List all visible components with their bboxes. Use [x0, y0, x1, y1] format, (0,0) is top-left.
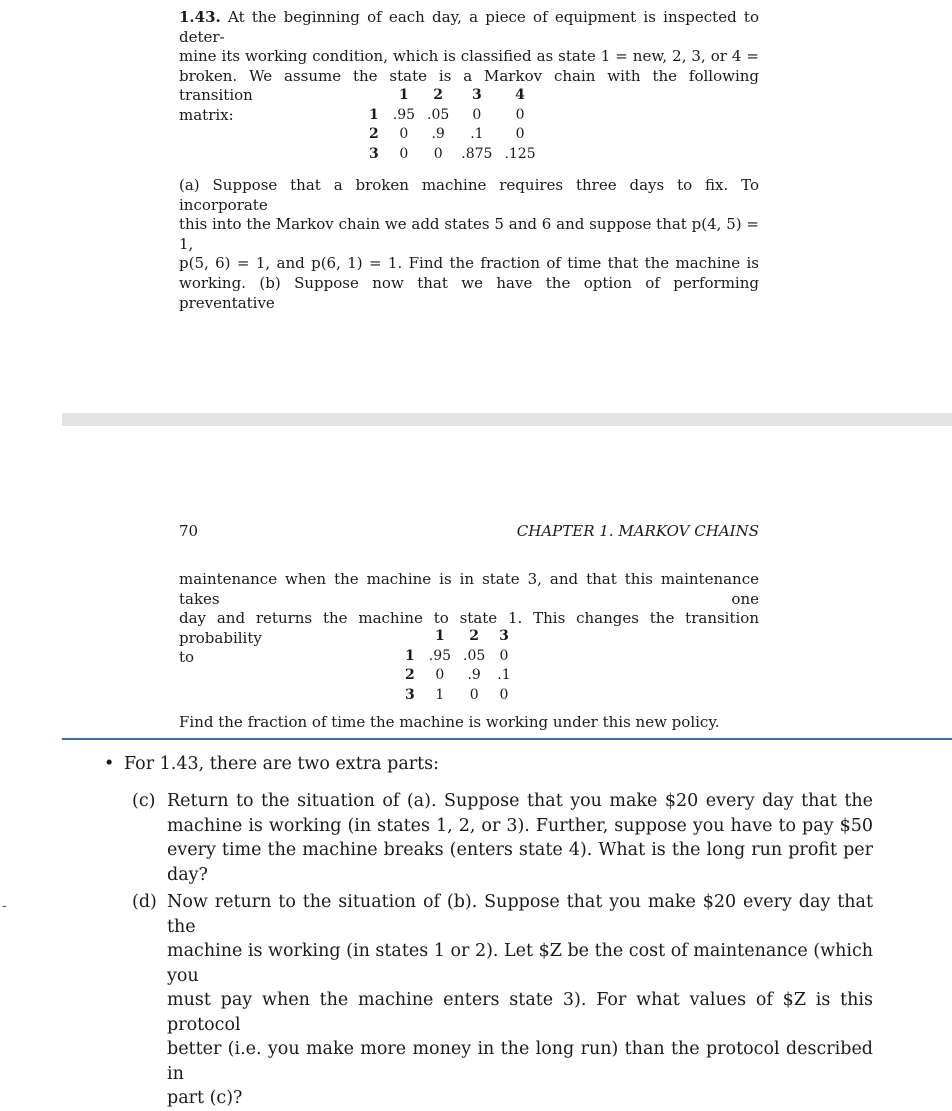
part-c-line: Return to the situation of (a). Suppose that you make $20 every day that the: [167, 791, 873, 811]
section-divider: [62, 738, 952, 740]
transition-matrix-2: [399, 626, 517, 705]
part-d-line: machine is working (in states 1 or 2). Let $Z be the cost of maintenance (which you: [167, 941, 874, 986]
matrix-cell: 0: [472, 106, 482, 123]
part-a-paragraph: [179, 176, 759, 313]
matrix-cell: 0: [399, 145, 409, 162]
col-header: 2: [433, 87, 444, 103]
matrix-cell: 0: [499, 686, 509, 703]
part-c-label: (c): [132, 791, 156, 811]
matrix-row: [363, 144, 542, 164]
part-d-line: must pay when the machine enters state 3). For what values of $Z is this protocol: [167, 990, 873, 1035]
matrix-header-row: [399, 626, 517, 646]
matrix-cell: 0: [435, 667, 445, 684]
row-header: 1: [405, 647, 415, 664]
part-a-line: (a) Suppose that a broken machine requires three days to fix. To incorporate: [179, 176, 759, 214]
continuation-line: day and returns the machine to state 1. This changes the transition probability: [179, 609, 759, 647]
continuation-line: to: [179, 648, 195, 667]
part-a-line: p(5, 6) = 1, and p(6, 1) = 1. Find the fraction of time that the machine is: [179, 254, 759, 273]
part-c-line: every time the machine breaks (enters state 4). What is the long run profit per: [167, 840, 873, 860]
chapter-header: CHAPTER 1. MARKOV CHAINS: [516, 522, 759, 540]
matrix-cell: 0: [469, 686, 479, 703]
left-margin-mark: -: [2, 898, 7, 914]
intro-line-4: matrix:: [179, 105, 234, 124]
part-d-line: better (i.e. you make more money in the long run) than the protocol described in: [167, 1039, 873, 1084]
part-a-line: working. (b) Suppose now that we have the option of performing preventative: [179, 273, 759, 312]
page-separator: [62, 413, 952, 426]
col-header: 3: [499, 628, 509, 644]
matrix-header-row: [363, 85, 542, 105]
continuation-line: maintenance when the machine is in state 3, and that this maintenance takes one: [179, 570, 759, 608]
matrix-row: [399, 646, 517, 666]
matrix-row: [399, 685, 517, 705]
transition-matrix-1: [363, 85, 542, 164]
row-header: 1: [369, 106, 379, 123]
part-d-line: part (c)?: [167, 1088, 243, 1108]
part-d-text: [167, 890, 873, 1111]
extra-parts-heading: • For 1.43, there are two extra parts:: [104, 752, 439, 777]
matrix-cell: 0: [515, 126, 525, 143]
col-header: 1: [435, 628, 445, 644]
bullet-icon: •: [104, 754, 115, 774]
row-header: 2: [369, 126, 379, 143]
matrix-row: [363, 105, 542, 125]
closing-sentence: Find the fraction of time the machine is working under this new policy.: [179, 713, 720, 731]
matrix-cell: .9: [431, 126, 445, 143]
matrix-cell: .9: [467, 667, 481, 684]
problem-number: 1.43.: [179, 8, 221, 26]
row-header: 2: [405, 667, 415, 684]
matrix-cell: 1: [435, 686, 445, 703]
matrix-row: [399, 666, 517, 686]
matrix-cell: .95: [428, 647, 452, 664]
matrix-row: [363, 125, 542, 145]
matrix-cell: 0: [399, 126, 409, 143]
intro-line-1: 1.43. At the beginning of each day, a piece of equipment is inspected to deter-: [179, 8, 759, 46]
part-d-line: Now return to the situation of (b). Suppose that you make $20 every day that the: [167, 892, 873, 937]
matrix-cell: 0: [499, 647, 509, 664]
intro-line-2: mine its working condition, which is classified as state 1 = new, 2, 3, or 4 =: [179, 47, 759, 66]
col-header: 2: [469, 628, 480, 644]
row-header: 3: [369, 145, 379, 162]
matrix-cell: 0: [433, 145, 443, 162]
part-c-line: machine is working (in states 1, 2, or 3). Further, suppose you have to pay $50: [167, 815, 873, 836]
part-c-line: day?: [167, 864, 208, 885]
matrix-cell: .125: [504, 145, 536, 162]
matrix-cell: .05: [427, 106, 450, 123]
matrix-cell: .1: [470, 126, 484, 143]
intro-line-3: broken. We assume the state is a Markov chain with the following transition: [179, 66, 759, 105]
part-a-line: this into the Markov chain we add states 5 and 6 and suppose that p(4, 5) = 1,: [179, 215, 759, 253]
matrix-cell: .95: [392, 106, 416, 123]
matrix-cell: .875: [461, 145, 493, 162]
part-d-label: (d): [132, 892, 157, 912]
col-header: 1: [399, 87, 409, 103]
col-header: 3: [471, 87, 482, 103]
col-header: 4: [515, 87, 525, 103]
page-number: 70: [179, 522, 199, 540]
matrix-cell: .05: [463, 647, 486, 664]
row-header: 3: [405, 686, 415, 703]
matrix-cell: .1: [497, 667, 511, 684]
part-c-text: [167, 789, 873, 887]
matrix-cell: 0: [515, 106, 525, 123]
